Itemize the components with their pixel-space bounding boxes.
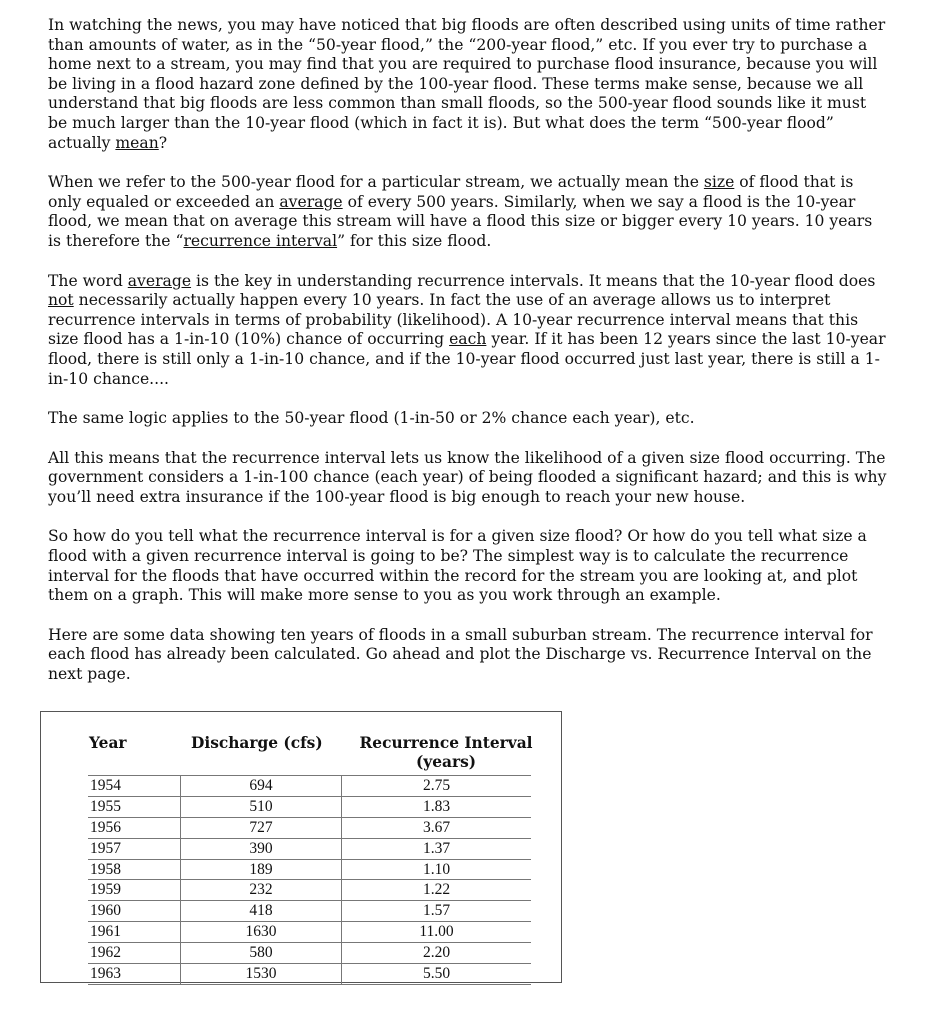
- table-row: [88, 942, 531, 963]
- table-body: [88, 775, 531, 985]
- table-row: [88, 879, 531, 900]
- cell-discharge: 189: [181, 860, 342, 880]
- table-row: [88, 838, 531, 859]
- paragraph-same-logic: [48, 409, 888, 429]
- text-run: is the key in understanding recurrence intervals. It means that the 10-year flood does: [191, 271, 876, 290]
- header-discharge: Discharge (cfs): [191, 734, 323, 752]
- text-run: The same logic applies to the 50-year flood (1-in-50 or 2% chance each year), etc.: [48, 409, 695, 428]
- cell-recurrence-interval: 1.83: [422, 797, 451, 815]
- header-recurrence-interval: [359, 734, 533, 772]
- paragraph-flood-terms: [48, 16, 888, 153]
- cell-discharge: 580: [181, 943, 342, 963]
- table-row: [88, 817, 531, 838]
- table-header: [41, 712, 561, 775]
- text-run: The word: [48, 271, 128, 290]
- cell-discharge: 390: [181, 839, 342, 859]
- cell-year: 1954: [90, 776, 181, 796]
- cell-recurrence-interval: 5.50: [422, 965, 451, 983]
- cell-year: 1959: [90, 880, 181, 900]
- cell-year: 1963: [90, 964, 181, 984]
- paragraph-likelihood: [48, 449, 888, 508]
- cell-discharge: 727: [181, 818, 342, 838]
- flood-data-table: [40, 711, 562, 983]
- text-run: of every 500 years. Similarly, when we say a flood is the 10-year flood, we mean that on average this stream will have a flood this size or bigger every 10 years. 10 years is therefore the “: [48, 192, 873, 250]
- cell-discharge: 1630: [181, 922, 342, 942]
- text-run: necessarily actually happen every 10 years. In fact the use of an average allows us to interpret recurrence intervals in terms of probability (likelihood). A 10-year recurrence interval means that this size flood has a 1-in-10 (10%) chance of occurring: [48, 291, 859, 349]
- cell-recurrence-interval: 2.75: [422, 777, 451, 794]
- text-run: Here are some data showing ten years of floods in a small suburban stream. The recurrence interval for each flood has already been calculated. Go ahead and plot the Discharge vs. Recurrence Interval on the next page.: [48, 625, 873, 684]
- paragraph-how-to-tell: [48, 527, 888, 605]
- cell-recurrence-interval: 11.00: [419, 923, 454, 941]
- underlined-word-average: average: [279, 192, 343, 211]
- text-run: All this means that the recurrence interval lets us know the likelihood of a given size flood occurring. The government considers a 1-in-100 chance (each year) of being flooded a significant hazard; and this is why you’ll need extra insurance if the 100-year flood is big enough to reach your new house.: [48, 448, 887, 506]
- cell-recurrence-interval: 2.20: [422, 944, 451, 962]
- cell-year: 1957: [90, 839, 181, 859]
- document-body: [48, 16, 888, 705]
- text-run: So how do you tell what the recurrence interval is for a given size flood? Or how do you tell what size a flood with a given recurrence interval is going to be? The simplest way is to calculate the recurrence interval for the floods that have occurred within the record for the stream you are looking at, and plot them on a graph. This will make more sense to you as you work through an example.: [48, 527, 867, 605]
- table-row: [88, 900, 531, 921]
- table-row: [88, 921, 531, 942]
- cell-year: 1958: [90, 860, 181, 880]
- text-run: of flood that is only equaled or exceeded an: [48, 173, 854, 211]
- cell-discharge: 510: [181, 797, 342, 817]
- header-recurrence-interval-line1: Recurrence Interval: [359, 734, 533, 752]
- cell-year: 1960: [90, 901, 181, 921]
- underlined-word-size: size: [703, 173, 735, 192]
- cell-discharge: 694: [181, 776, 342, 796]
- table-row: [88, 859, 531, 880]
- underlined-word-not: not: [48, 291, 74, 310]
- cell-recurrence-interval: 1.10: [422, 860, 451, 878]
- header-recurrence-interval-line2: (years): [415, 753, 477, 771]
- paragraph-average-key: [48, 272, 888, 390]
- cell-year: 1956: [90, 818, 181, 838]
- underlined-word-average: average: [127, 271, 192, 290]
- cell-recurrence-interval: 1.57: [422, 902, 451, 920]
- paragraph-500-year-definition: [48, 173, 888, 251]
- text-run: ?: [158, 133, 168, 152]
- underlined-word-mean: mean: [115, 133, 159, 152]
- cell-year: 1962: [90, 943, 181, 963]
- text-run: year. If it has been 12 years since the last 10-year flood, there is still only a 1-in-10 chance, and if the 10-year flood occurred just last year, there is still a 1-in-10 chance....: [48, 330, 886, 388]
- cell-year: 1955: [90, 797, 181, 817]
- cell-discharge: 232: [181, 880, 342, 900]
- paragraph-data-intro: [48, 626, 888, 685]
- table-row: [88, 775, 531, 796]
- text-run: When we refer to the 500-year flood for a particular stream, we actually mean the: [48, 173, 704, 192]
- table-row: [88, 963, 531, 985]
- cell-discharge: 418: [181, 901, 342, 921]
- header-year: Year: [89, 734, 127, 752]
- cell-recurrence-interval: 3.67: [422, 818, 451, 836]
- cell-year: 1961: [90, 922, 181, 942]
- text-run: ” for this size flood.: [337, 231, 492, 250]
- cell-recurrence-interval: 1.37: [422, 839, 451, 857]
- underlined-term-recurrence-interval: recurrence interval: [183, 231, 338, 250]
- cell-recurrence-interval: 1.22: [422, 881, 451, 899]
- table-row: [88, 796, 531, 817]
- underlined-word-each: each: [449, 330, 487, 349]
- cell-discharge: 1530: [181, 964, 342, 984]
- text-run: In watching the news, you may have noticed that big floods are often described using units of time rather than amounts of water, as in the “50-year flood,” the “200-year flood,” etc. If you ever try to purchase a home next to a stream, you may find that you are required to purchase flood insurance, because you will be living in a flood hazard zone defined by the 100-year flood. These terms make sense, because we all understand that big floods are less common than small floods, so the 500-year flood sounds like it must be much larger than the 10-year flood (which in fact it is). But what does the term “500-year flood” actually: [48, 16, 886, 152]
